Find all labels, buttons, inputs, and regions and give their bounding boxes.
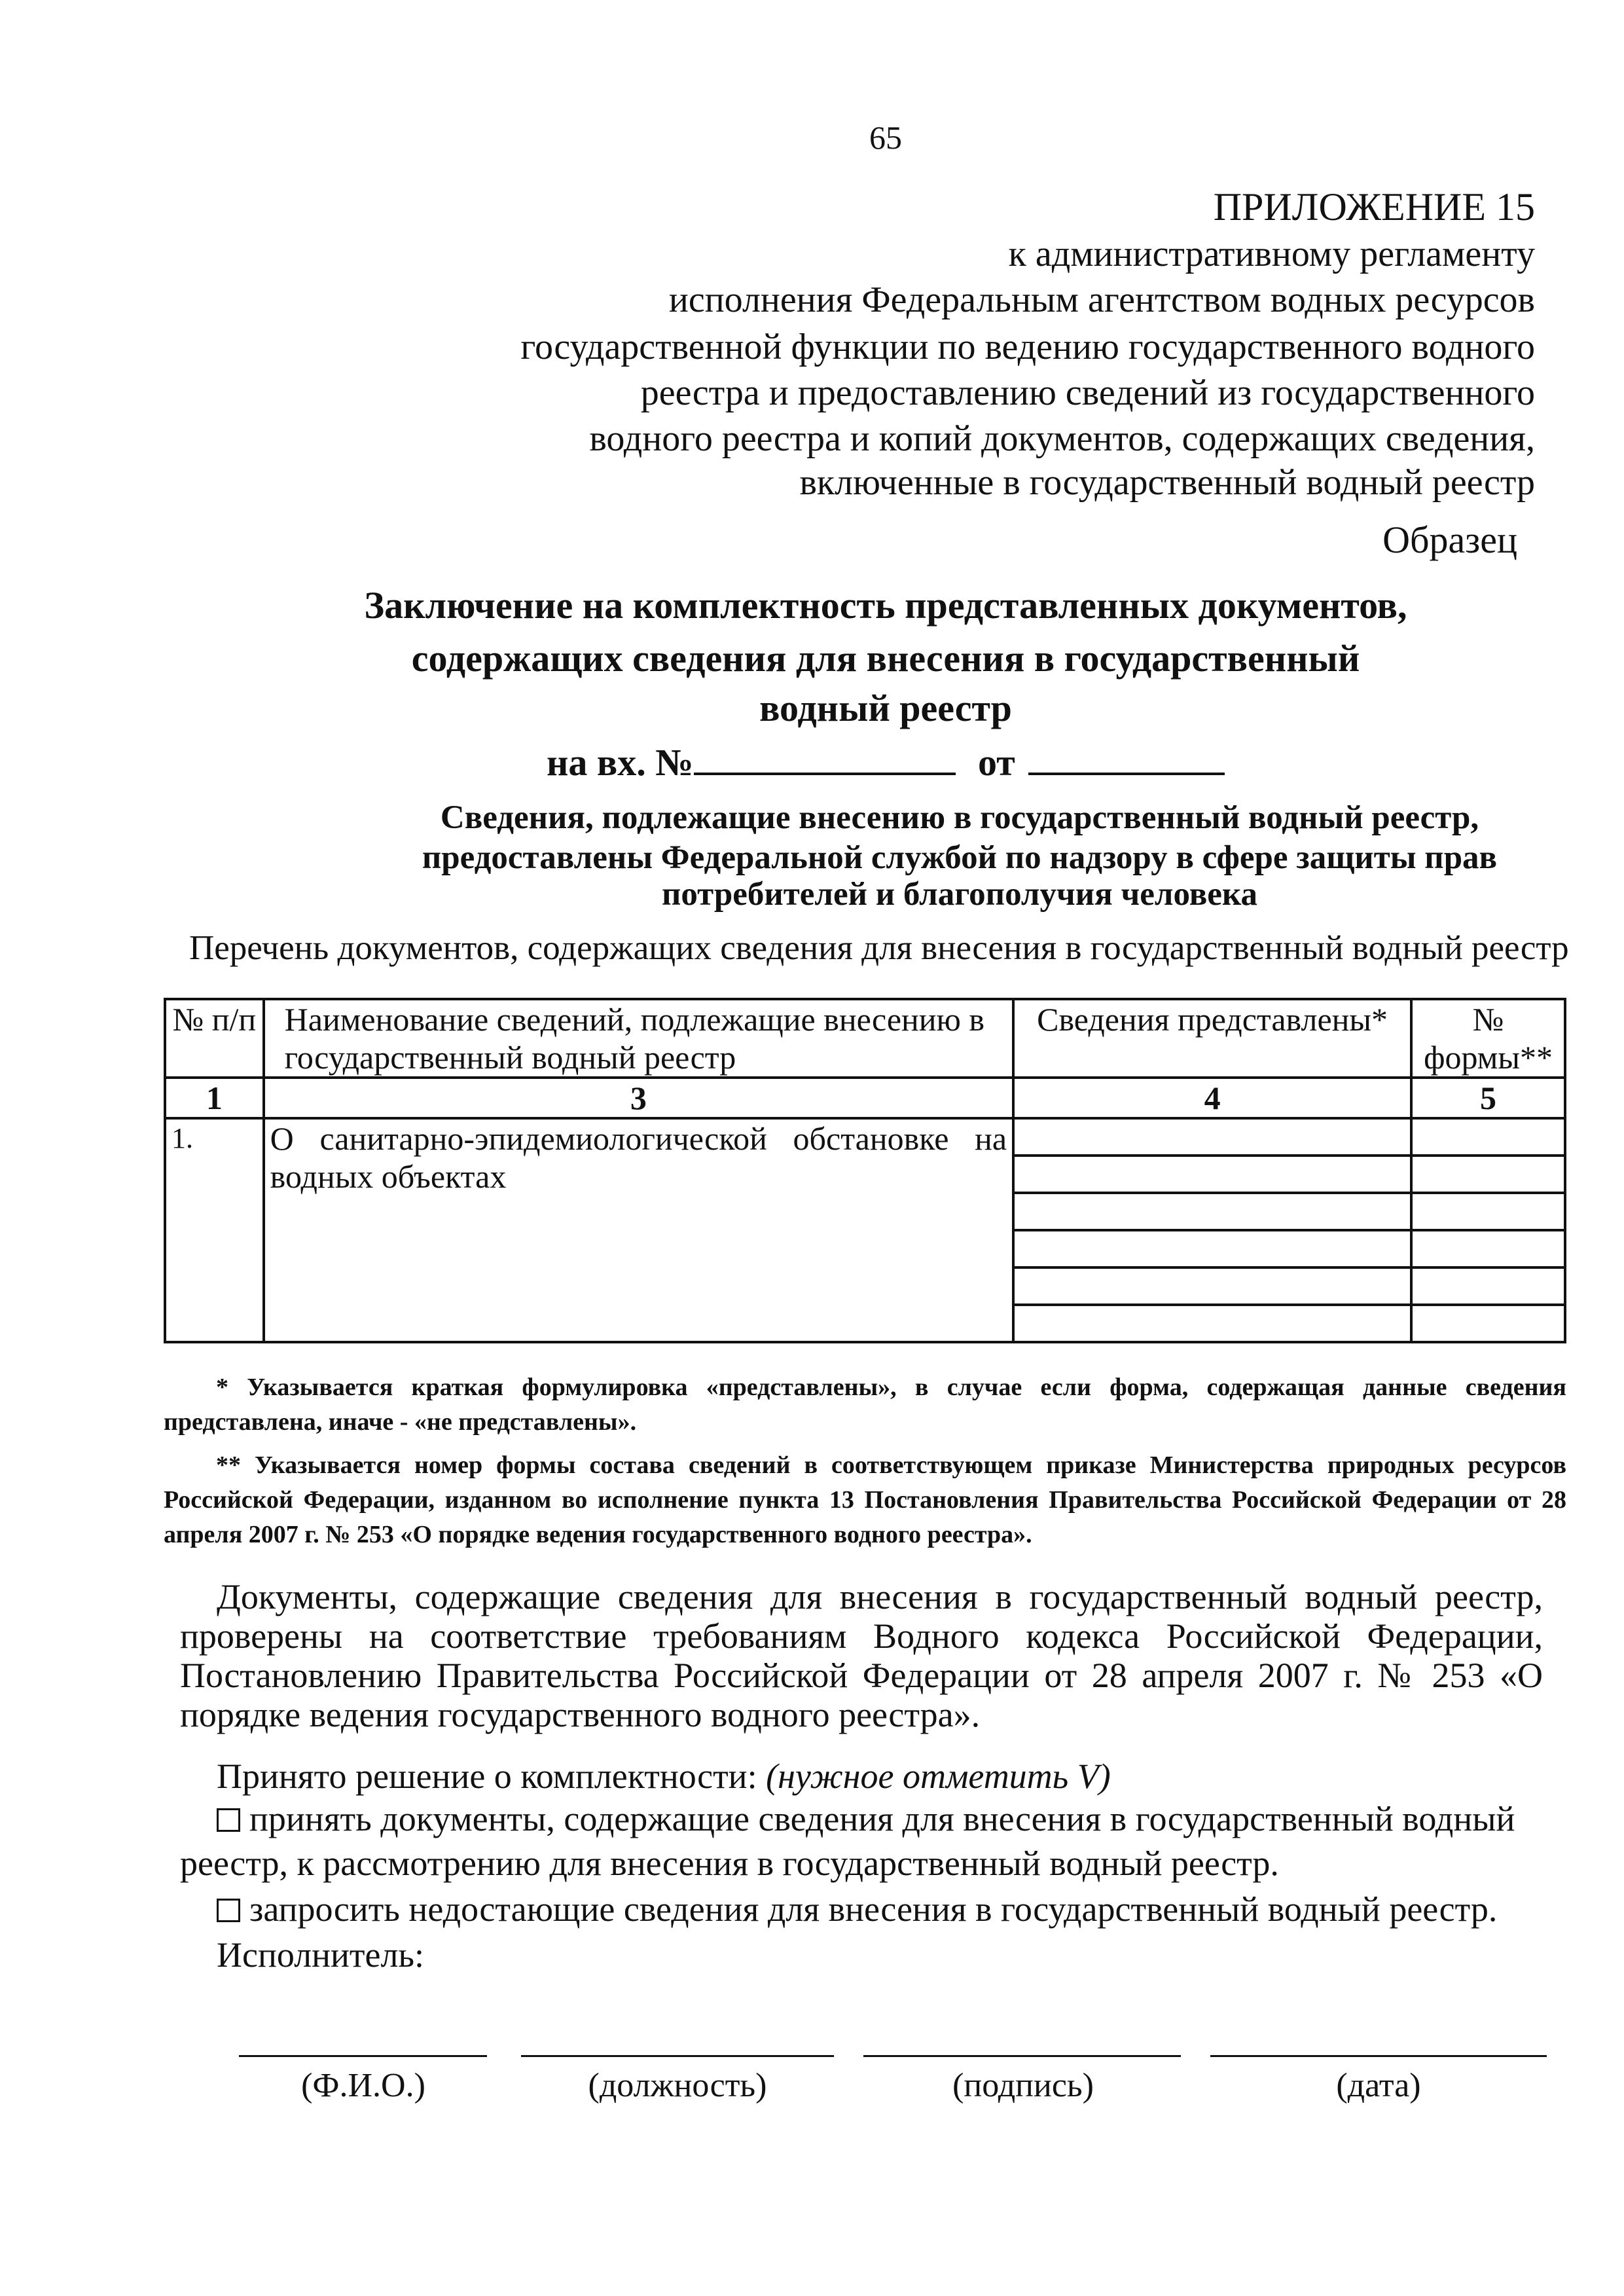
decision-row	[217, 1753, 1111, 1799]
footnote-1: * Указывается краткая формулировка «представлены», в случае если форма, содержащая данные сведения представлена, иначе - «не представлены».	[164, 1374, 1566, 1436]
documents-table	[164, 998, 1566, 1343]
presented-cell[interactable]	[1013, 1193, 1411, 1230]
checkbox-request[interactable]	[217, 1899, 240, 1922]
from-label: от	[978, 741, 1015, 784]
sample-label: Образец	[1382, 519, 1517, 561]
header-form: № формы**	[1411, 999, 1565, 1078]
option-accept-label: принять документы, содержащие сведения для внесения в государственный водный	[249, 1799, 1515, 1838]
column-number: 1	[165, 1078, 264, 1118]
form-cell[interactable]	[1411, 1305, 1565, 1342]
title-line: Заключение на комплектность представленных документов,	[364, 584, 1407, 627]
subtitle-line: потребителей и благополучия человека	[661, 876, 1258, 913]
footnote-2: ** Указывается номер формы состава сведений в соответствующем приказе Министерства природных ресурсов Российской Федерации, изданном во исполнение пункта 13 Постановления Правительства Российской Федерации от 28 апреля 2007 г. № 253 «О порядке ведения государственного водного реестра».	[164, 1451, 1566, 1548]
appendix-line: реестра и предоставлению сведений из государственного	[640, 373, 1535, 413]
page-number: 65	[869, 119, 902, 156]
decision-label: Принято решение о комплектности:	[217, 1757, 757, 1796]
presented-cell[interactable]	[1013, 1305, 1411, 1342]
presented-cell[interactable]	[1013, 1156, 1411, 1193]
appendix-line: государственной функции по ведению государственного водного	[520, 327, 1535, 367]
subtitle-line: предоставлены Федеральной службой по надзору в сфере защиты прав	[422, 839, 1498, 876]
header-name: Наименование сведений, подлежащие внесению в государственный водный реестр	[264, 999, 1013, 1078]
decision-hint: (нужное отметить V)	[766, 1757, 1111, 1796]
signature-line-date[interactable]	[1210, 2055, 1547, 2057]
column-number: 4	[1013, 1078, 1411, 1118]
form-cell[interactable]	[1411, 1193, 1565, 1230]
title-line: содержащих сведения для внесения в государственный	[411, 637, 1360, 680]
column-number: 5	[1411, 1078, 1565, 1118]
presented-cell[interactable]	[1013, 1118, 1411, 1156]
list-title: Перечень документов, содержащих сведения для внесения в государственный водный реестр	[189, 929, 1569, 967]
table-header-row	[165, 999, 1565, 1078]
appendix-title: ПРИЛОЖЕНИЕ 15	[1213, 185, 1535, 228]
option-request	[217, 1886, 1497, 1932]
column-number: 3	[264, 1078, 1013, 1118]
presented-cell[interactable]	[1013, 1267, 1411, 1305]
appendix-line: водного реестра и копий документов, содержащих сведения,	[589, 418, 1535, 459]
appendix-line: исполнения Федеральным агентством водных ресурсов	[668, 280, 1535, 320]
table-row	[165, 1118, 1565, 1156]
signature-label-signature: (подпись)	[952, 2067, 1094, 2104]
appendix-line: к административному регламенту	[1008, 234, 1535, 274]
form-cell[interactable]	[1411, 1118, 1565, 1156]
signature-label-name: (Ф.И.О.)	[301, 2067, 425, 2104]
signature-label-position: (должность)	[588, 2067, 767, 2104]
column-numbers-row	[165, 1078, 1565, 1118]
row-num: 1.	[165, 1118, 264, 1342]
option-request-label: запросить недостающие сведения для внесения в государственный водный реестр.	[249, 1889, 1498, 1929]
subtitle-line: Сведения, подлежащие внесению в государственный водный реестр,	[440, 799, 1479, 836]
title-line: водный реестр	[759, 687, 1012, 729]
form-cell[interactable]	[1411, 1156, 1565, 1193]
incoming-number-row	[547, 737, 1225, 786]
signature-label-date: (дата)	[1336, 2067, 1421, 2104]
form-cell[interactable]	[1411, 1230, 1565, 1267]
incoming-label: на вх. №	[547, 741, 694, 784]
signature-line-signature[interactable]	[863, 2055, 1181, 2057]
verification-paragraph: Документы, содержащие сведения для внесения в государственный водный реестр, проверены на соответствие требованиям Водного кодекса Российской Федерации, Постановлению Правительства Российской Федерации от 28 апреля 2007 г. № 253 «О порядке ведения государственного водного реестра».	[180, 1577, 1543, 1734]
signature-line-name[interactable]	[239, 2055, 487, 2057]
incoming-number-field[interactable]	[694, 737, 956, 775]
signature-line-position[interactable]	[521, 2055, 834, 2057]
appendix-line: включенные в государственный водный реестр	[799, 462, 1535, 503]
header-num: № п/п	[165, 999, 264, 1078]
from-date-field[interactable]	[1028, 737, 1225, 775]
form-cell[interactable]	[1411, 1267, 1565, 1305]
checkbox-accept[interactable]	[217, 1808, 240, 1832]
header-presented: Сведения представлены*	[1013, 999, 1411, 1078]
executor-label: Исполнитель:	[217, 1935, 425, 1975]
option-accept-continuation: реестр, к рассмотрению для внесения в государственный водный реестр.	[180, 1844, 1279, 1883]
presented-cell[interactable]	[1013, 1230, 1411, 1267]
option-accept	[217, 1796, 1515, 1842]
row-name: О санитарно-эпидемиологической обстановке на водных объектах	[264, 1118, 1013, 1342]
